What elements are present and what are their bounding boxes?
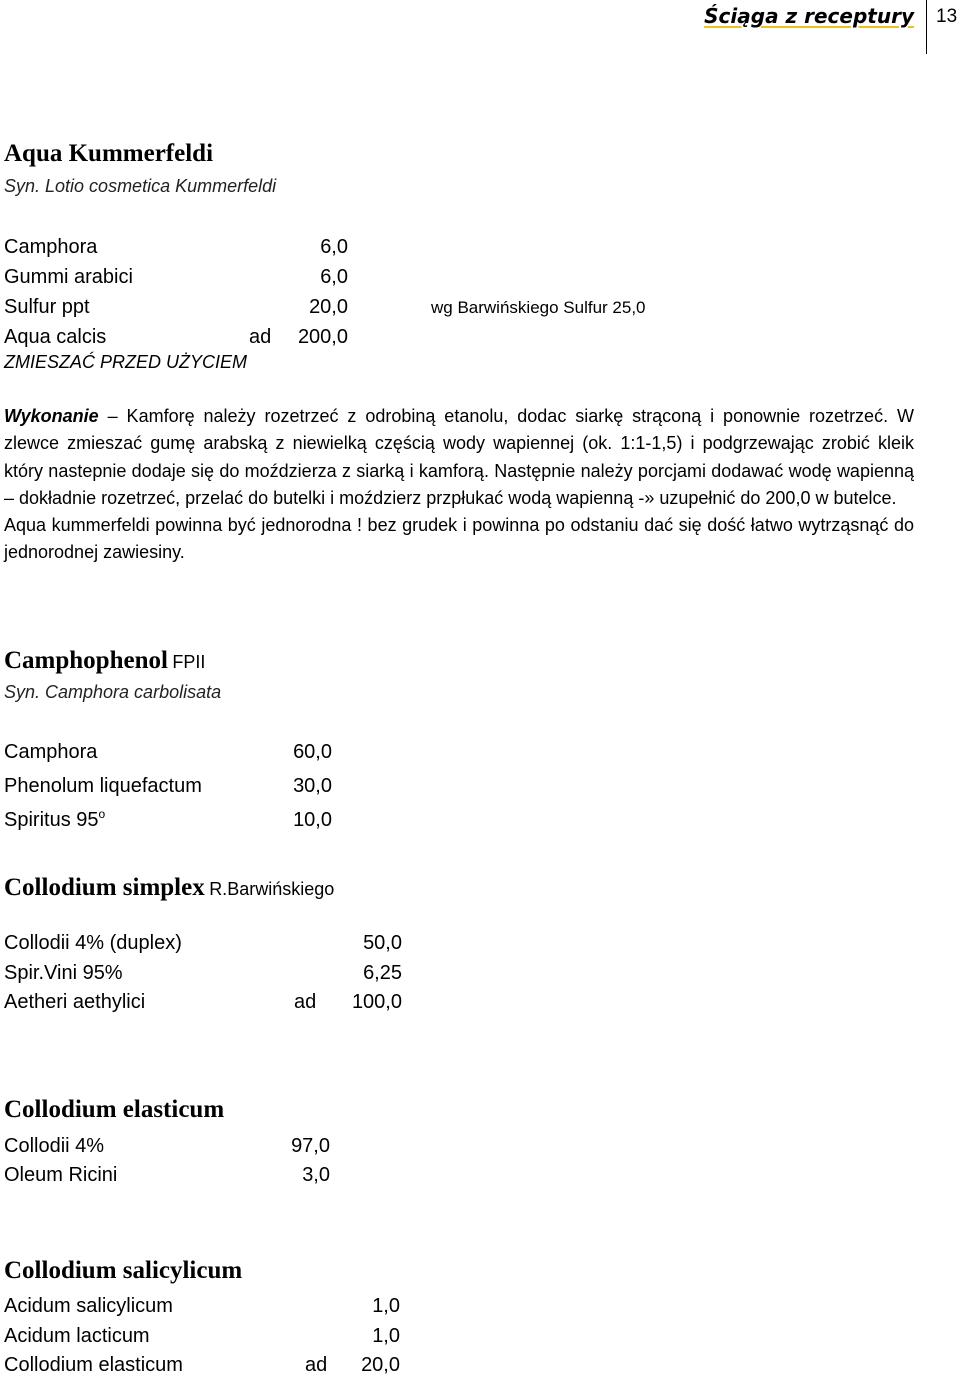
ingredient-prefix: ad [249,326,272,348]
ingredient-name: Spir.Vini 95% [4,962,123,984]
ingredient-row [4,809,105,832]
recipe-title-camphophenol [4,647,205,675]
recipe-title-collodium-salicylicum: Collodium salicylicum [4,1257,243,1284]
recipe-title-suffix: R.Barwińskiego [209,879,335,899]
ingredient-amount: 20,0 [361,1354,400,1376]
ingredient-name: Acidum lacticum [4,1325,150,1347]
ingredient-amount: 6,25 [363,962,402,984]
ingredient-prefix: ad [294,991,317,1013]
ingredient-prefix: ad [305,1354,328,1376]
ingredient-amount: 10,0 [293,809,332,831]
procedure-paragraph: – Kamforę należy rozetrzeć z odrobiną etanolu, dodac siarkę strąconą i ponownie rozetrzeć. W zlewce zmieszać gumę arabską z niewielką częścią wody wapiennej (ok. 1:1-1,5) i podgrzewając zrobić kleik który nastepnie dodaje się do moździerza z siarką i kamforą. Następnie należy porcjami dodawać wodę wapienną – dokładnie rozetrzeć, przelać do butelki i moździerz przpłukać wodą wapienną -» uzupełnić do 200,0 w butelce. [4,406,914,508]
ingredient-name: Acidum salicylicum [4,1295,173,1317]
ingredient-name: Camphora [4,741,98,763]
ingredient-name: Aqua calcis [4,326,107,348]
ingredient-amount: 60,0 [293,741,332,763]
recipe-synonym: Syn. Camphora carbolisata [4,682,222,702]
ingredient-name: Phenolum liquefactum [4,775,202,797]
ingredient-amount: 97,0 [291,1135,330,1157]
ingredient-name: Aetheri aethylici [4,991,146,1013]
recipe-title: Camphophenol [4,647,168,674]
ingredient-amount: 6,0 [320,236,348,258]
running-header-title: Ściąga z receptury [704,4,914,28]
ingredient-name: Oleum Ricini [4,1164,118,1186]
header-divider [926,0,927,54]
ingredient-amount: 1,0 [372,1325,400,1347]
ingredient-amount: 1,0 [372,1295,400,1317]
recipe-title-suffix: FPII [172,652,206,672]
side-note: wg Barwińskiego Sulfur 25,0 [431,298,646,317]
ingredient-amount: 50,0 [363,932,402,954]
recipe-title-collodium-elasticum: Collodium elasticum [4,1096,225,1123]
ingredient-name: Camphora [4,236,98,258]
ingredient-amount: 100,0 [351,991,402,1013]
ingredient-name: Collodii 4% [4,1135,105,1157]
procedure-text [4,403,914,567]
ingredient-name: Sulfur ppt [4,296,90,318]
recipe-title-aqua-kummerfeldi: Aqua Kummerfeldi [4,140,214,167]
recipe-title-collodium-simplex [4,874,334,902]
ingredient-amount: 200,0 [297,326,348,348]
ingredient-amount: 30,0 [293,775,332,797]
recipe-title: Collodium simplex [4,874,205,901]
shake-note: ZMIESZAĆ PRZED UŻYCIEM [4,352,248,372]
page-number: 13 [936,6,958,27]
procedure-label: Wykonanie [4,406,99,426]
ingredient-name: Spiritus 95 [4,809,99,831]
ingredient-name: Collodii 4% (duplex) [4,932,182,954]
recipe-synonym: Syn. Lotio cosmetica Kummerfeldi [4,176,277,196]
procedure-paragraph: Aqua kummerfeldi powinna być jednorodna ! bez grudek i powinna po odstaniu dać się dość łatwo wytrząsnąć do jednorodnej zawiesiny. [4,515,914,563]
ingredient-name: Collodium elasticum [4,1354,183,1376]
ingredient-amount: 3,0 [302,1164,330,1186]
ingredient-amount: 20,0 [309,296,348,318]
ingredient-name: Gummi arabici [4,266,133,288]
degree-superscript: o [98,807,106,821]
ingredient-amount: 6,0 [320,266,348,288]
